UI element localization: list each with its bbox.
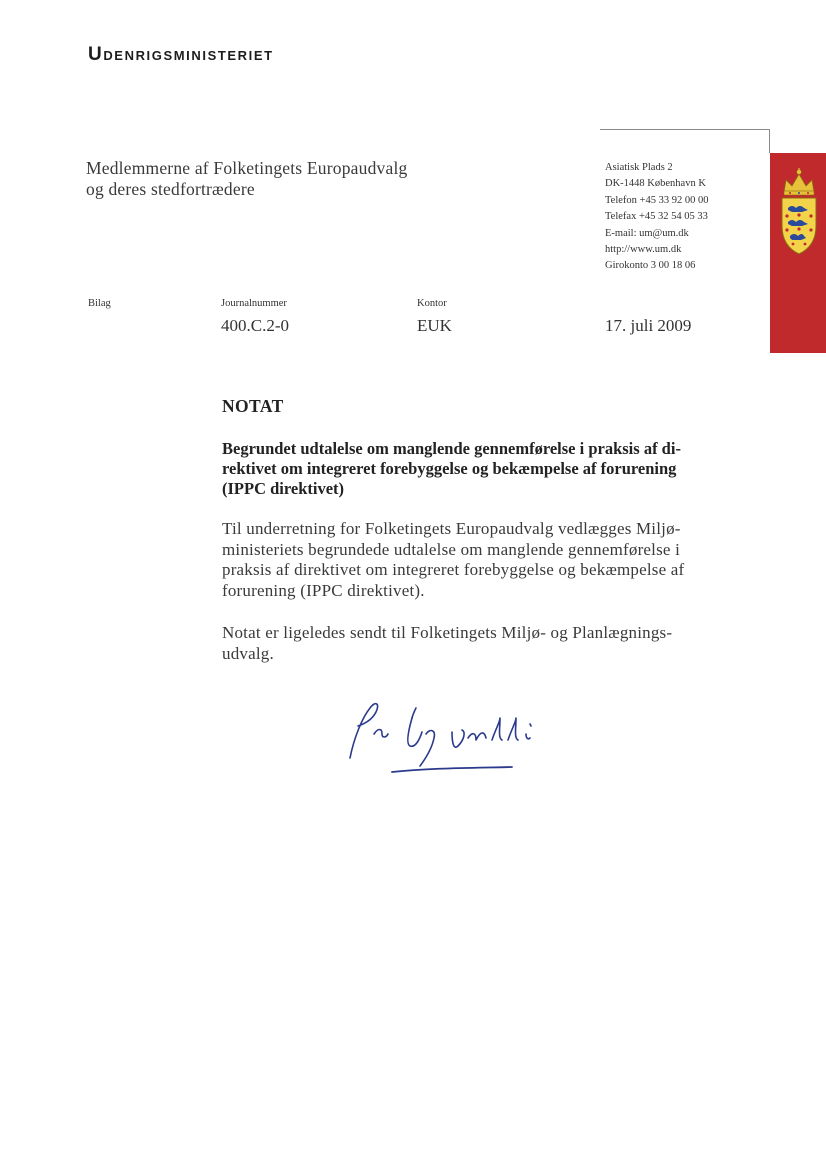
- contact-giro: Girokonto 3 00 18 06: [605, 260, 696, 272]
- paragraph-line: praksis af direktivet om integreret forebyggelse og bekæmpelse af: [222, 560, 685, 579]
- recipient-block: [86, 158, 407, 200]
- contact-website: http://www.um.dk: [605, 244, 682, 256]
- contact-email: E-mail: um@um.dk: [605, 227, 689, 239]
- contact-phone: Telefon +45 33 92 00 00: [605, 194, 709, 206]
- body-paragraph-1: [222, 519, 742, 601]
- subject-line: Begrundet udtalelse om manglende gennemførelse i praksis af di-: [222, 439, 681, 458]
- paragraph-line: Til underretning for Folketingets Europaudvalg vedlægges Miljø-: [222, 519, 681, 538]
- journal-label: Journalnummer: [221, 298, 287, 309]
- document-date: 17. juli 2009: [605, 316, 692, 335]
- subject-line: (IPPC direktivet): [222, 479, 345, 498]
- header-divider: [600, 129, 770, 130]
- bilag-label: Bilag: [88, 298, 111, 309]
- header-divider-vertical: [769, 129, 770, 153]
- paragraph-line: udvalg.: [222, 643, 274, 663]
- recipient-line: Medlemmerne af Folketingets Europaudvalg: [86, 158, 408, 178]
- body-paragraph-2: [222, 623, 742, 664]
- contact-city: DK-1448 København K: [605, 178, 706, 190]
- subject-line: rektivet om integreret forebyggelse og bekæmpelse af forurening: [222, 459, 677, 478]
- contact-fax: Telefax +45 32 54 05 33: [605, 211, 708, 223]
- journal-value: 400.C.2-0: [221, 316, 289, 335]
- recipient-line: og deres stedfortrædere: [86, 179, 255, 199]
- paragraph-line: Notat er ligeledes sendt til Folketingets Miljø- og Planlægnings-: [222, 623, 673, 642]
- paragraph-line: forurening (IPPC direktivet).: [222, 580, 425, 600]
- contact-block: [605, 160, 708, 275]
- coat-of-arms-icon: [778, 166, 820, 258]
- ministry-name: Udenrigsministeriet: [88, 44, 274, 65]
- signature-image: [340, 688, 560, 778]
- kontor-value: EUK: [417, 316, 452, 335]
- kontor-label: Kontor: [417, 298, 447, 309]
- notat-subject: [222, 439, 747, 499]
- contact-address: Asiatisk Plads 2: [605, 162, 673, 173]
- notat-title: NOTAT: [222, 396, 284, 416]
- paragraph-line: ministeriets begrundede udtalelse om manglende gennemførelse i: [222, 539, 681, 559]
